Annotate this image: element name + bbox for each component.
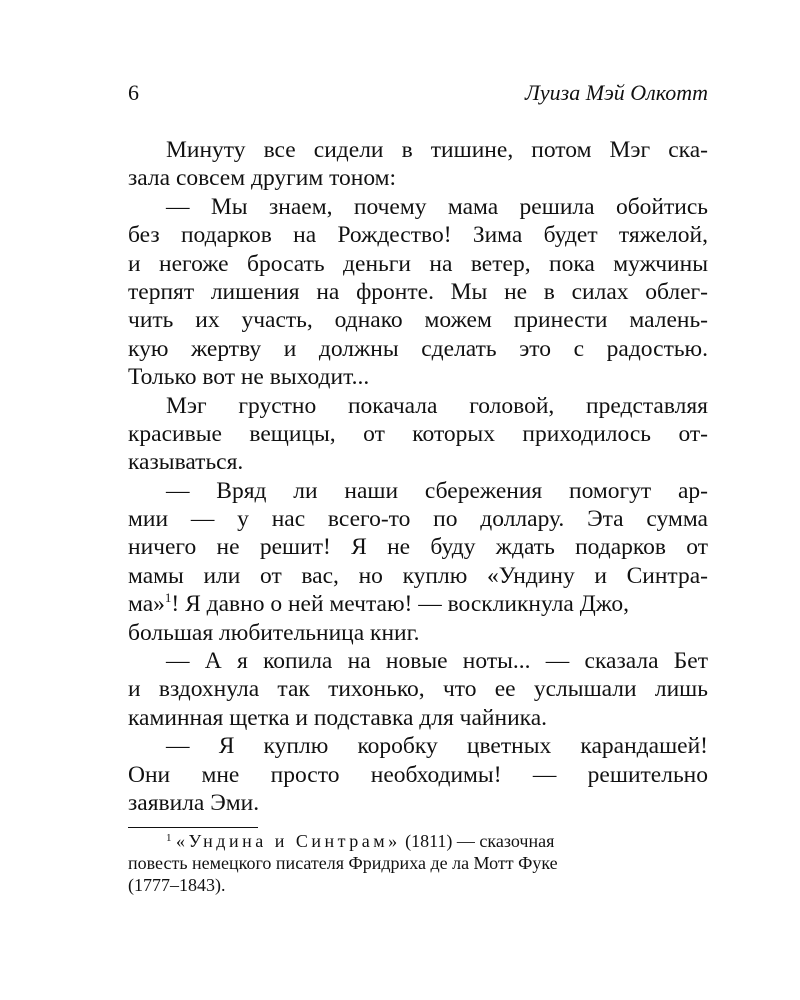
text-line: казываться. [128, 449, 244, 476]
text-line: без подарков на Рождество! Зима будет тяжелой, [128, 222, 708, 249]
text-fragment: ма» [128, 591, 165, 618]
running-title: Луиза Мэй Олкотт [525, 80, 708, 105]
text-line: — Мы знаем, почему мама решила обойтись [166, 193, 708, 220]
text-line: — А я копила на новые ноты... — сказала Бет [166, 648, 708, 675]
text-line: каминная щетка и подставка для чайника. [128, 704, 548, 731]
text-fragment: ! Я давно о ней мечтаю! — воскликнула Джо, [171, 591, 630, 618]
text-line: — Вряд ли наши сбережения помогут ар- [166, 477, 708, 504]
footnote-separator [128, 827, 258, 828]
text-line: Мэг грустно покачала головой, представляя [166, 392, 708, 419]
text-line: кую жертву и должны сделать это с радостью. [128, 335, 708, 362]
text-line: и негоже бросать деньги на ветер, пока мужчины [128, 250, 708, 277]
text-line: и вздохнула так тихонько, что ее услышали лишь [128, 676, 708, 703]
text-line: мии — у нас всего-то по доллару. Эта сумма [128, 506, 708, 533]
text-line: Они мне просто необходимы! — решительно [128, 761, 708, 788]
text-line: зала совсем другим тоном: [128, 165, 397, 192]
footnote-marker: 1 [166, 832, 172, 844]
text-line: Минуту все сидели в тишине, потом Мэг ска- [166, 137, 708, 163]
footnote-line: (1777–1843). [128, 875, 226, 895]
text-line: чить их участь, однако можем принести малень- [128, 307, 708, 334]
body-text [128, 136, 708, 817]
footnote-line: повесть немецкого писателя Фридриха де ла Мотт Фуке [128, 853, 558, 873]
text-line: терпят лишения на фронте. Мы не в силах облег- [128, 278, 708, 305]
footnote-text: (1811) — сказочная [400, 831, 555, 851]
footnote-line [128, 830, 708, 852]
text-line: красивые вещицы, от которых приходилось от- [128, 420, 708, 447]
text-line: мамы или от вас, но куплю «Ундину и Синтра- [128, 562, 708, 589]
footnote-reference: 1 [164, 590, 172, 606]
text-line: большая любительница книг. [128, 619, 420, 646]
text-line-with-footnote [128, 590, 708, 618]
page-header [128, 78, 708, 108]
text-line: Только вот не выходит... [128, 364, 370, 391]
text-line: ничего не решит! Я не буду ждать подарков от [128, 534, 708, 561]
footnote-title: «Ундина и Синтрам» [176, 831, 401, 851]
footnote [128, 830, 708, 896]
page-number: 6 [128, 80, 139, 105]
text-line: заявила Эми. [128, 789, 260, 816]
text-line: — Я куплю коробку цветных карандашей! [166, 733, 708, 760]
